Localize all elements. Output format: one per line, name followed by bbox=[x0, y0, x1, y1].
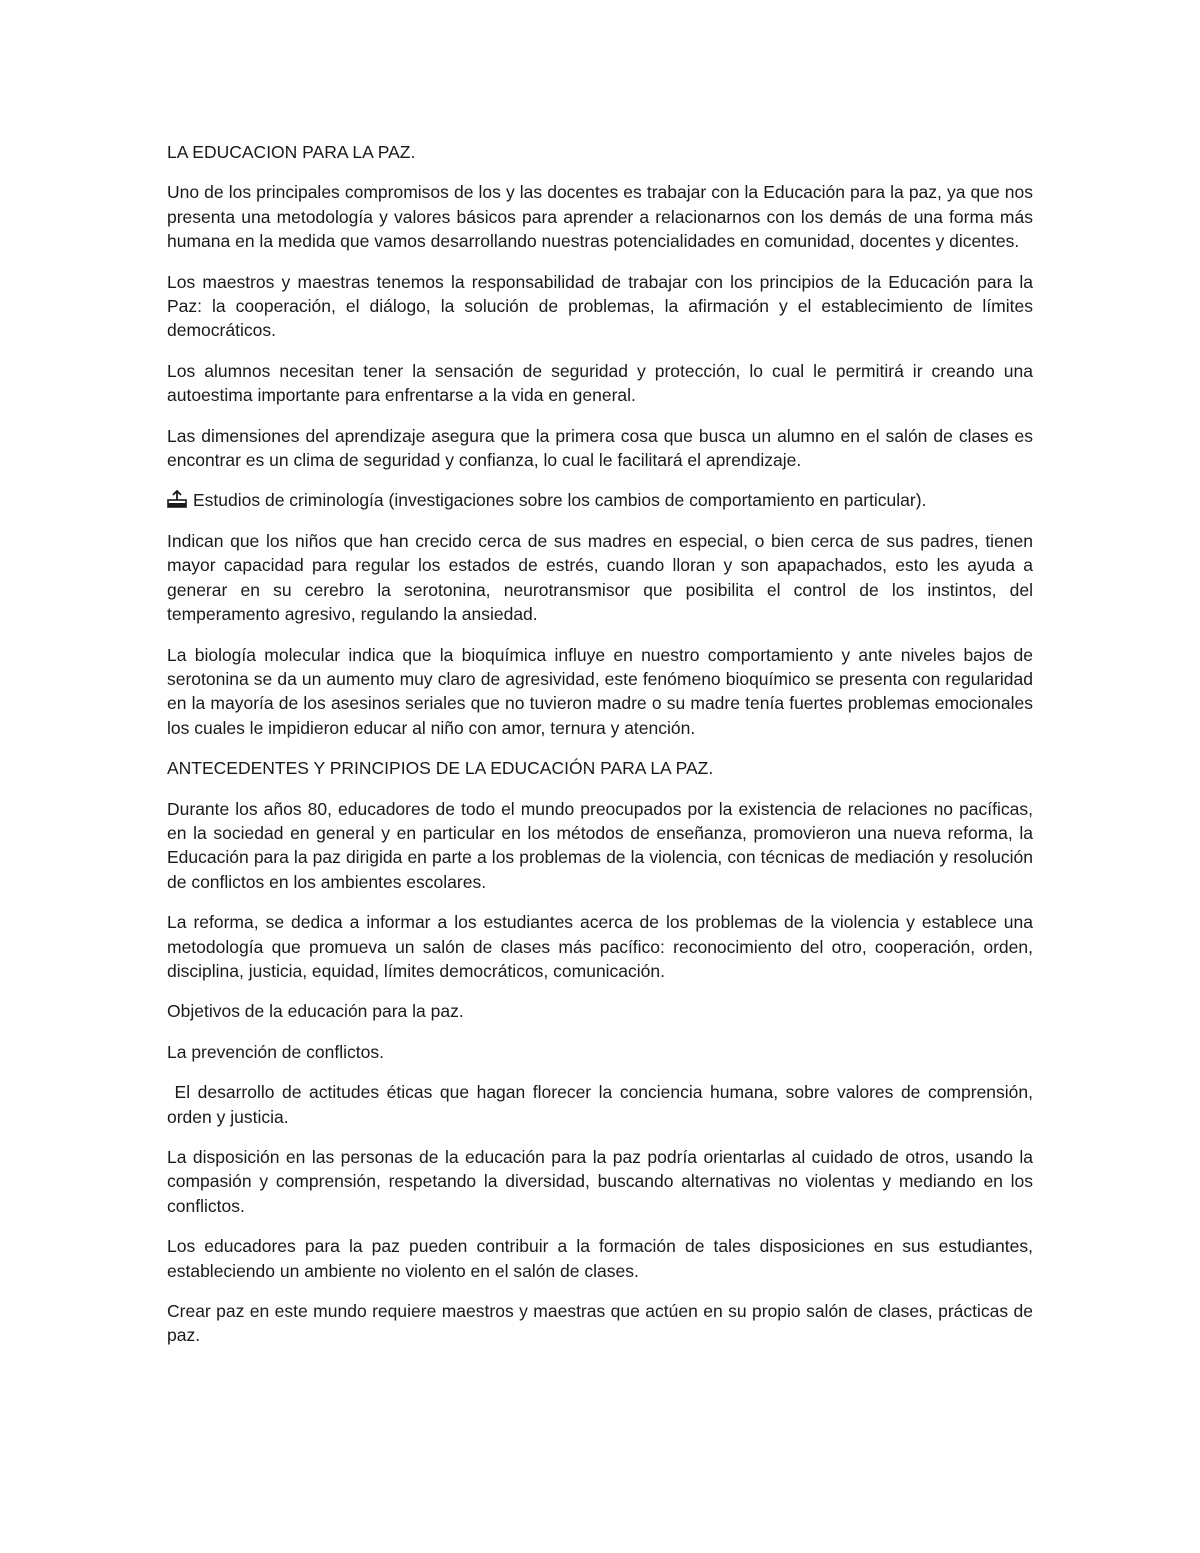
paragraph: Los maestros y maestras tenemos la responsabilidad de trabajar con los principios de la Educación para la Paz: la cooperación, el diálogo, la solución de problemas, la afirmación y el establecimiento de límites democráticos. bbox=[167, 271, 1033, 341]
paragraph: La prevención de conflictos. bbox=[167, 1041, 384, 1062]
paragraph: El desarrollo de actitudes éticas que hagan florecer la conciencia humana, sobre valores de comprensión, orden y justicia. bbox=[167, 1082, 1038, 1127]
paragraph: Los alumnos necesitan tener la sensación de seguridad y protección, lo cual le permitirá ir creando una autoestima importante para enfrentarse a la vida en general. bbox=[167, 360, 1033, 406]
paragraph: Los educadores para la paz pueden contribuir a la formación de tales disposiciones en sus estudiantes, estableciendo un ambiente no violento en el salón de clases. bbox=[167, 1236, 1033, 1281]
paragraph: La disposición en las personas de la educación para la paz podría orientarlas al cuidado de otros, usando la compasión y comprensión, respetando la diversidad, buscando alternativas no violentas y mediando en los conflictos. bbox=[167, 1147, 1033, 1216]
document-title: LA EDUCACION PARA LA PAZ. bbox=[167, 142, 416, 162]
paragraph: Las dimensiones del aprendizaje asegura que la primera cosa que busca un alumno en el salón de clases es encontrar es un clima de seguridad y confianza, lo cual le facilitará el aprendizaje. bbox=[167, 425, 1033, 471]
paragraph: La biología molecular indica que la bioquímica influye en nuestro comportamiento y ante niveles bajos de serotonina se da un aumento muy claro de agresividad, este fenómeno bioquímico se presenta con regularidad en la mayoría de los asesinos seriales que no tuvieron madre o su madre tenía fuertes problemas emocionales los cuales le impidieron educar al niño con amor, ternura y atención. bbox=[167, 644, 1033, 738]
paragraph: Objetivos de la educación para la paz. bbox=[167, 1001, 464, 1022]
paragraph: Durante los años 80, educadores de todo el mundo preocupados por la existencia de relaciones no pacíficas, en la sociedad en general y en particular en los métodos de enseñanza, promovieron una nueva reforma, la Educación para la paz dirigida en parte a los problemas de la violencia, con técnicas de mediación y resolución de conflictos en los ambientes escolares. bbox=[167, 798, 1033, 892]
section-heading: ANTECEDENTES Y PRINCIPIOS DE LA EDUCACIÓN PARA LA PAZ. bbox=[167, 758, 714, 779]
paragraph: Uno de los principales compromisos de los y las docentes es trabajar con la Educación para la paz, ya que nos presenta una metodología y valores básicos para aprender a relacionarnos con los demás de una forma más humana en la medida que vamos desarrollando nuestras potencialidades en comunidad, docentes y dicentes. bbox=[167, 182, 1033, 252]
paragraph: Indican que los niños que han crecido cerca de sus madres en especial, o bien cerca de sus padres, tienen mayor capacidad para regular los estados de estrés, cuando lloran y son apapachados, esto les ayuda a generar en su cerebro la serotonina, neurotransmisor que posibilita el control de los instintos, del temperamento agresivo, regulando la ansiedad. bbox=[167, 530, 1033, 625]
paragraph: Crear paz en este mundo requiere maestros y maestras que actúen en su propio salón de clases, prácticas de paz. bbox=[167, 1301, 1033, 1346]
paragraph: La reforma, se dedica a informar a los estudiantes acerca de los problemas de la violencia y establece una metodología que promueva un salón de clases más pacífico: reconocimiento del otro, cooperación, orden, disciplina, justicia, equidad, límites democráticos, comunicación. bbox=[167, 912, 1033, 981]
bullet-item bbox=[167, 488, 1033, 512]
inbox-upload-icon bbox=[167, 490, 187, 508]
bullet-text: Estudios de criminología (investigaciones sobre los cambios de comportamiento en particular). bbox=[193, 490, 927, 511]
